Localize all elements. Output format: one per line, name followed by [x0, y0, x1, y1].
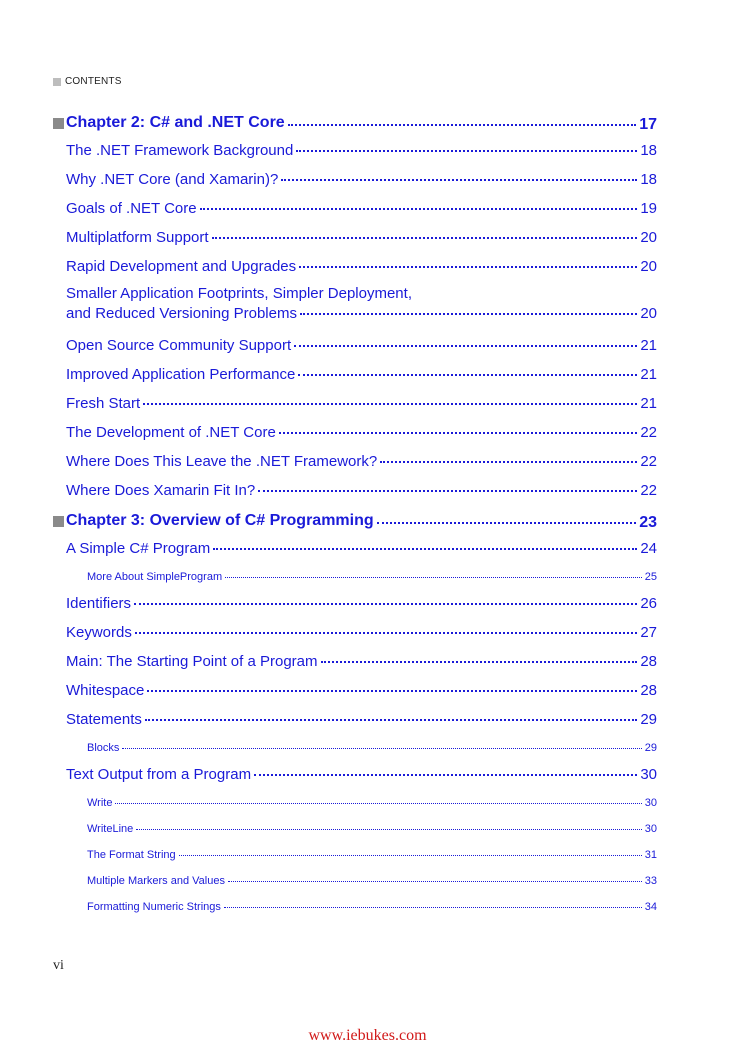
- toc-section-entry[interactable]: [53, 226, 657, 255]
- toc-page-number: 21: [640, 395, 657, 412]
- toc-section-entry[interactable]: [53, 650, 657, 679]
- page-number: vi: [53, 958, 64, 973]
- toc-entry-title: Why .NET Core (and Xamarin)?: [66, 171, 279, 188]
- dot-leader: [321, 661, 638, 663]
- dot-leader: [296, 150, 637, 152]
- toc-entry-row: [53, 508, 657, 536]
- watermark-link[interactable]: www.iebukes.com: [308, 1027, 427, 1044]
- toc-entry-row: [66, 334, 657, 358]
- toc-page-number: 23: [639, 513, 657, 531]
- table-of-contents: [53, 110, 657, 922]
- dot-leader: [212, 237, 638, 239]
- toc-entry-row: [66, 421, 657, 445]
- toc-entry-title: Where Does This Leave the .NET Framework?: [66, 453, 378, 470]
- toc-subsection-entry[interactable]: [53, 870, 657, 896]
- toc-entry-title: Blocks: [87, 742, 120, 754]
- toc-page-number: 18: [640, 142, 657, 159]
- toc-section-entry[interactable]: [53, 621, 657, 650]
- dot-leader: [143, 403, 637, 405]
- chapter-marker-icon: [53, 118, 64, 129]
- toc-chapter-entry[interactable]: [53, 110, 657, 139]
- dot-leader: [258, 490, 637, 492]
- toc-section-entry[interactable]: [53, 421, 657, 450]
- toc-entry-row: [87, 792, 657, 814]
- dot-leader: [179, 855, 642, 856]
- toc-chapter-entry[interactable]: [53, 508, 657, 537]
- toc-entry-row: [66, 592, 657, 616]
- running-header: [53, 76, 122, 87]
- toc-entry-row: [53, 110, 657, 138]
- toc-page-number: 20: [640, 305, 657, 322]
- toc-page-number: 27: [640, 624, 657, 641]
- toc-page-number: 30: [644, 823, 657, 835]
- toc-section-entry[interactable]: [53, 197, 657, 226]
- toc-entry-title: Improved Application Performance: [66, 366, 296, 383]
- toc-entry-row: [66, 537, 657, 561]
- toc-page-number: 29: [640, 711, 657, 728]
- toc-page-number: 26: [640, 595, 657, 612]
- toc-entry-row: [66, 763, 657, 787]
- toc-entry-row: [87, 818, 657, 840]
- toc-entry-title: Where Does Xamarin Fit In?: [66, 482, 256, 499]
- chapter-title-text: Chapter 2: C# and .NET Core: [66, 114, 285, 131]
- toc-entry-row: [66, 226, 657, 250]
- toc-entry-title: The .NET Framework Background: [66, 142, 294, 159]
- toc-section-entry[interactable]: [53, 763, 657, 792]
- toc-entry-title: Formatting Numeric Strings: [87, 901, 221, 913]
- dot-leader: [225, 577, 642, 578]
- toc-entry-title: A Simple C# Program: [66, 540, 211, 557]
- toc-page-number: 21: [640, 337, 657, 354]
- dot-leader: [213, 548, 637, 550]
- toc-page-number: 33: [644, 875, 657, 887]
- toc-section-entry[interactable]: [53, 334, 657, 363]
- dot-leader: [299, 266, 637, 268]
- toc-entry-title: The Format String: [87, 849, 176, 861]
- dot-leader: [135, 632, 637, 634]
- dot-leader: [279, 432, 637, 434]
- dot-leader: [134, 603, 637, 605]
- toc-entry-title: [53, 110, 285, 136]
- toc-page-number: 28: [640, 682, 657, 699]
- toc-entry-row: [66, 621, 657, 645]
- toc-page-number: 20: [640, 258, 657, 275]
- toc-page-number: 22: [640, 453, 657, 470]
- dot-leader: [380, 461, 637, 463]
- toc-section-entry[interactable]: [53, 255, 657, 284]
- toc-section-entry[interactable]: [53, 537, 657, 566]
- toc-entry-row: [87, 896, 657, 918]
- toc-section-entry[interactable]: [53, 679, 657, 708]
- dot-leader: [115, 803, 641, 804]
- toc-section-entry[interactable]: [53, 592, 657, 621]
- toc-page-number: 24: [640, 540, 657, 557]
- toc-section-entry[interactable]: [53, 168, 657, 197]
- running-title: CONTENTS: [65, 76, 122, 87]
- toc-entry-row: [66, 479, 657, 503]
- toc-subsection-entry[interactable]: [53, 844, 657, 870]
- toc-entry-title: Open Source Community Support: [66, 337, 292, 354]
- toc-entry-title: Whitespace: [66, 682, 145, 699]
- dot-leader: [298, 374, 637, 376]
- toc-entry-title: Rapid Development and Upgrades: [66, 258, 297, 275]
- toc-entry-row: [66, 255, 657, 279]
- dot-leader: [147, 690, 637, 692]
- dot-leader: [145, 719, 637, 721]
- toc-entry-title: [53, 508, 374, 534]
- toc-entry-title: More About SimpleProgram: [87, 571, 223, 583]
- toc-entry-title: Identifiers: [66, 595, 132, 612]
- toc-entry-title: Statements: [66, 711, 142, 728]
- toc-page-number: 21: [640, 366, 657, 383]
- toc-section-entry[interactable]: [53, 392, 657, 421]
- toc-page-number: 29: [644, 742, 657, 754]
- toc-entry-row: [66, 679, 657, 703]
- dot-leader: [224, 907, 642, 908]
- toc-entry-row: [66, 304, 657, 324]
- toc-entry-row: [87, 870, 657, 892]
- toc-section-entry[interactable]: [53, 139, 657, 168]
- toc-entry-title: Fresh Start: [66, 395, 141, 412]
- toc-entry-row: [66, 450, 657, 474]
- toc-section-entry[interactable]: [53, 450, 657, 479]
- dot-leader: [294, 345, 637, 347]
- toc-entry-title: Main: The Starting Point of a Program: [66, 653, 318, 670]
- toc-entry-row: [87, 844, 657, 866]
- toc-section-entry[interactable]: [53, 363, 657, 392]
- toc-subsection-entry[interactable]: [53, 737, 657, 763]
- toc-subsection-entry[interactable]: [53, 792, 657, 818]
- toc-section-entry[interactable]: [53, 284, 657, 334]
- dot-leader: [377, 522, 637, 524]
- dot-leader: [254, 774, 637, 776]
- toc-entry-row: [66, 708, 657, 732]
- toc-entry-title: and Reduced Versioning Problems: [66, 305, 297, 322]
- toc-subsection-entry[interactable]: [53, 818, 657, 844]
- toc-page-number: 34: [644, 901, 657, 913]
- toc-entry-title-line1: Smaller Application Footprints, Simpler Deployment,: [66, 285, 412, 302]
- toc-entry-title: Keywords: [66, 624, 132, 641]
- toc-entry-title: The Development of .NET Core: [66, 424, 276, 441]
- toc-entry-row: [66, 197, 657, 221]
- toc-entry-title: Multiplatform Support: [66, 229, 209, 246]
- dot-leader: [300, 313, 637, 315]
- toc-page-number: 28: [640, 653, 657, 670]
- toc-page-number: 17: [639, 115, 657, 133]
- chapter-title-text: Chapter 3: Overview of C# Programming: [66, 512, 374, 529]
- toc-entry-title: Text Output from a Program: [66, 766, 252, 783]
- toc-page-number: 30: [640, 766, 657, 783]
- toc-entry-row: [87, 566, 657, 588]
- toc-entry-title: Write: [87, 797, 113, 809]
- toc-entry-title: WriteLine: [87, 823, 134, 835]
- dot-leader: [122, 748, 641, 749]
- toc-page-number: 19: [640, 200, 657, 217]
- dot-leader: [228, 881, 642, 882]
- toc-entry-title: Multiple Markers and Values: [87, 875, 225, 887]
- toc-page-number: 20: [640, 229, 657, 246]
- toc-section-entry[interactable]: [53, 479, 657, 508]
- chapter-marker-icon: [53, 516, 64, 527]
- toc-subsection-entry[interactable]: [53, 566, 657, 592]
- toc-entry-row: [66, 650, 657, 674]
- toc-page-number: 18: [640, 171, 657, 188]
- toc-page-number: 30: [644, 797, 657, 809]
- dot-leader: [281, 179, 637, 181]
- toc-entry-row: [87, 737, 657, 759]
- toc-entry-row: [66, 168, 657, 192]
- toc-entry-row: [66, 392, 657, 416]
- toc-entry-title: Goals of .NET Core: [66, 200, 197, 217]
- header-square-icon: [53, 78, 61, 86]
- toc-section-entry[interactable]: [53, 708, 657, 737]
- dot-leader: [200, 208, 638, 210]
- toc-entry-row: [66, 139, 657, 163]
- toc-entry-row: [66, 363, 657, 387]
- toc-page-number: 25: [644, 571, 657, 583]
- dot-leader: [136, 829, 641, 830]
- toc-page-number: 22: [640, 482, 657, 499]
- toc-page-number: 22: [640, 424, 657, 441]
- dot-leader: [288, 124, 637, 126]
- toc-subsection-entry[interactable]: [53, 896, 657, 922]
- toc-page-number: 31: [644, 849, 657, 861]
